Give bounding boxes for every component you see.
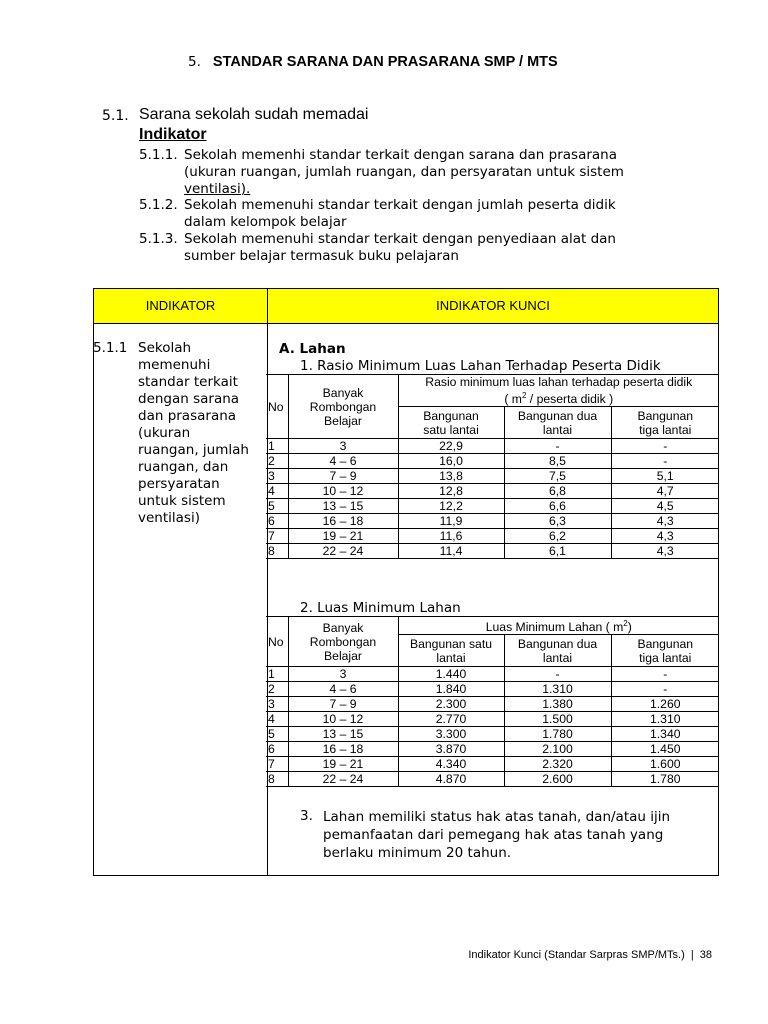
table-cell: 16 – 18 [288,742,398,757]
col-header-satu-lantai: Bangunan satu lantai [398,407,504,439]
indicator-line: sumber belajar termasuk buku pelajaran [184,248,459,264]
table-cell: 1.450 [611,742,719,757]
table-cell: 12,2 [398,499,504,514]
table-row [266,712,719,727]
table-cell: 5 [266,727,288,742]
table-cell: 19 – 21 [288,757,398,772]
left-indicator-line: persyaratan [138,476,220,492]
table-cell: 4.870 [398,772,504,787]
item3-line: Lahan memiliki status hak atas tanah, dan/atau ijin [323,809,671,825]
table-cell: 16,0 [398,454,504,469]
indicator-line: dalam kelompok belajar [184,214,347,230]
table-row [266,469,719,484]
left-indicator-line: standar terkait [138,374,238,390]
table-cell: - [611,439,719,454]
table-cell: 4 – 6 [288,454,398,469]
table-cell: 7 [266,757,288,772]
table-cell: 2.100 [504,742,611,757]
table-cell: 6,8 [504,484,611,499]
footer-separator: | [690,949,694,961]
table-row [266,529,719,544]
table-row [266,757,719,772]
col-header-rombel: Banyak Rombongan Belajar [288,617,398,667]
table-cell: 22,9 [398,439,504,454]
indicator-line: Sekolah memenuhi standar terkait dengan jumlah peserta didik [184,197,616,213]
left-indicator-line: (ukuran [138,425,191,441]
col-header-tiga-lantai: Bangunan tiga lantai [611,635,719,667]
col-header-dua-lantai: Bangunan dua lantai [504,635,611,667]
table-cell: 4 – 6 [288,682,398,697]
left-indicator-line: ventilasi) [138,510,200,526]
table-cell: 6,2 [504,529,611,544]
table-row [266,439,719,454]
col-header-no: No [266,617,288,667]
table-row [266,697,719,712]
indikator-heading: Indikator [139,126,207,143]
table-row [266,499,719,514]
table-cell: 2.770 [398,712,504,727]
table-cell: 1.380 [504,697,611,712]
subsection-number: 5.1. [102,108,129,124]
lahan-heading: A. Lahan [279,341,346,357]
table-cell: 22 – 24 [288,772,398,787]
table-row [266,454,719,469]
table-cell: - [611,682,719,697]
item3-number: 3. [300,808,313,824]
table-cell: 22 – 24 [288,544,398,559]
table-row [266,772,719,787]
table-cell: 12,8 [398,484,504,499]
footer-text: Indikator Kunci (Standar Sarpras SMP/MTs.) [468,949,685,961]
table-cell: 1.440 [398,667,504,682]
table-cell: 7,5 [504,469,611,484]
table-cell: 4,5 [611,499,719,514]
table-cell: 1.310 [611,712,719,727]
table-cell: 2.320 [504,757,611,772]
table-cell: 6,3 [504,514,611,529]
table-cell: 3 [266,469,288,484]
table-cell: 1.780 [504,727,611,742]
table-cell: 4.340 [398,757,504,772]
table-cell: 2 [266,682,288,697]
page-number: 38 [699,949,712,961]
table-cell: 6,1 [504,544,611,559]
left-indicator-number: 5.1.1 [93,340,128,356]
table-cell: 3 [288,667,398,682]
table-row [266,667,719,682]
table-cell: 7 – 9 [288,469,398,484]
table-cell: 4,7 [611,484,719,499]
left-indicator-line: untuk sistem [138,493,226,509]
left-indicator-line: dan prasarana [138,408,237,424]
luas-table [266,616,719,787]
col-header-tiga-lantai: Bangunan tiga lantai [611,407,719,439]
table-cell: 7 – 9 [288,697,398,712]
table-cell: 5 [266,499,288,514]
rasio-table [266,374,719,559]
subsection-heading: Sarana sekolah sudah memadai [139,106,369,123]
table-cell: 13 – 15 [288,727,398,742]
col-header-rombel: Banyak Rombongan Belajar [288,375,398,439]
left-indicator-line: Sekolah [138,340,192,356]
indicator-line: (ukuran ruangan, jumlah ruangan, dan persyaratan untuk sistem [184,164,624,180]
col-header-no: No [266,375,288,439]
table-cell: 2.600 [504,772,611,787]
indicator-number: 5.1.2. [139,197,178,213]
item3-line: berlaku minimum 20 tahun. [323,845,512,861]
table-cell: 3.300 [398,727,504,742]
table-cell: 1.840 [398,682,504,697]
rasio-heading: 1. Rasio Minimum Luas Lahan Terhadap Peserta Didik [300,358,661,374]
indicator-line: Sekolah memenuhi standar terkait dengan penyediaan alat dan [184,231,616,247]
table-cell: 11,6 [398,529,504,544]
table-cell: 6 [266,514,288,529]
table-cell: 10 – 12 [288,484,398,499]
table-cell: - [504,667,611,682]
table-cell: 4,3 [611,544,719,559]
table-cell: 1.780 [611,772,719,787]
left-indicator-line: ruangan, jumlah [138,442,249,458]
indicator-number: 5.1.3. [139,231,178,247]
table-cell: 8 [266,772,288,787]
table-cell: 1.340 [611,727,719,742]
indicator-line: ventilasi). [184,181,251,197]
item3-text [323,808,670,862]
table-cell: 11,4 [398,544,504,559]
table-cell: - [504,439,611,454]
indicator-line: Sekolah memenhi standar terkait dengan sarana dan prasarana [184,147,617,163]
table-cell: 6,6 [504,499,611,514]
item3-line: pemanfaatan dari pemegang hak atas tanah yang [323,827,664,843]
table-cell: 13 – 15 [288,499,398,514]
col-header-luas-group: Luas Minimum Lahan ( $m^2$) [398,617,719,635]
table-cell: 4,3 [611,514,719,529]
section-number: 5. [188,54,201,70]
left-indicator-line: ruangan, dan [138,459,229,475]
section-title-text: STANDAR SARANA DAN PRASARANA SMP / MTS [212,54,558,70]
left-indicator-line: memenuhi [138,357,211,373]
table-cell: 1.260 [611,697,719,712]
table-cell: 1 [266,439,288,454]
table-cell: 1.500 [504,712,611,727]
table-cell: 8 [266,544,288,559]
table-cell: 4,3 [611,529,719,544]
table-row [266,742,719,757]
table-cell: 3 [266,697,288,712]
table-cell: 10 – 12 [288,712,398,727]
table-cell: 4 [266,712,288,727]
table-cell: 6 [266,742,288,757]
table-cell: 4 [266,484,288,499]
table-cell: 7 [266,529,288,544]
header-indikator-kunci: INDIKATOR KUNCI [436,298,550,313]
table-cell: 8,5 [504,454,611,469]
table-cell: 5,1 [611,469,719,484]
table-cell: 13,8 [398,469,504,484]
table-cell: 1.310 [504,682,611,697]
table-cell: 2.300 [398,697,504,712]
table-cell: 1.600 [611,757,719,772]
table-cell: 3 [288,439,398,454]
table-row [266,514,719,529]
indicator-number: 5.1.1. [139,147,178,163]
table-row [266,484,719,499]
table-row [266,727,719,742]
col-header-rasio-group: Rasio minimum luas lahan terhadap peserta didik ( $m^2$ / peserta didik ) [398,375,719,407]
section-title [188,54,558,70]
table-cell: 3.870 [398,742,504,757]
header-indikator: INDIKATOR [145,298,216,313]
table-cell: 16 – 18 [288,514,398,529]
table-cell: 1 [266,667,288,682]
table-row [266,544,719,559]
col-header-dua-lantai: Bangunan dua lantai [504,407,611,439]
table-row [266,682,719,697]
table-cell: 11,9 [398,514,504,529]
table-cell: - [611,454,719,469]
table-cell: - [611,667,719,682]
table-cell: 19 – 21 [288,529,398,544]
table-header-row [94,289,718,324]
page-footer [468,949,712,961]
luas-heading: 2. Luas Minimum Lahan [300,600,461,616]
left-indicator-line: dengan sarana [138,391,240,407]
col-header-satu-lantai: Bangunan satu lantai [398,635,504,667]
table-cell: 2 [266,454,288,469]
